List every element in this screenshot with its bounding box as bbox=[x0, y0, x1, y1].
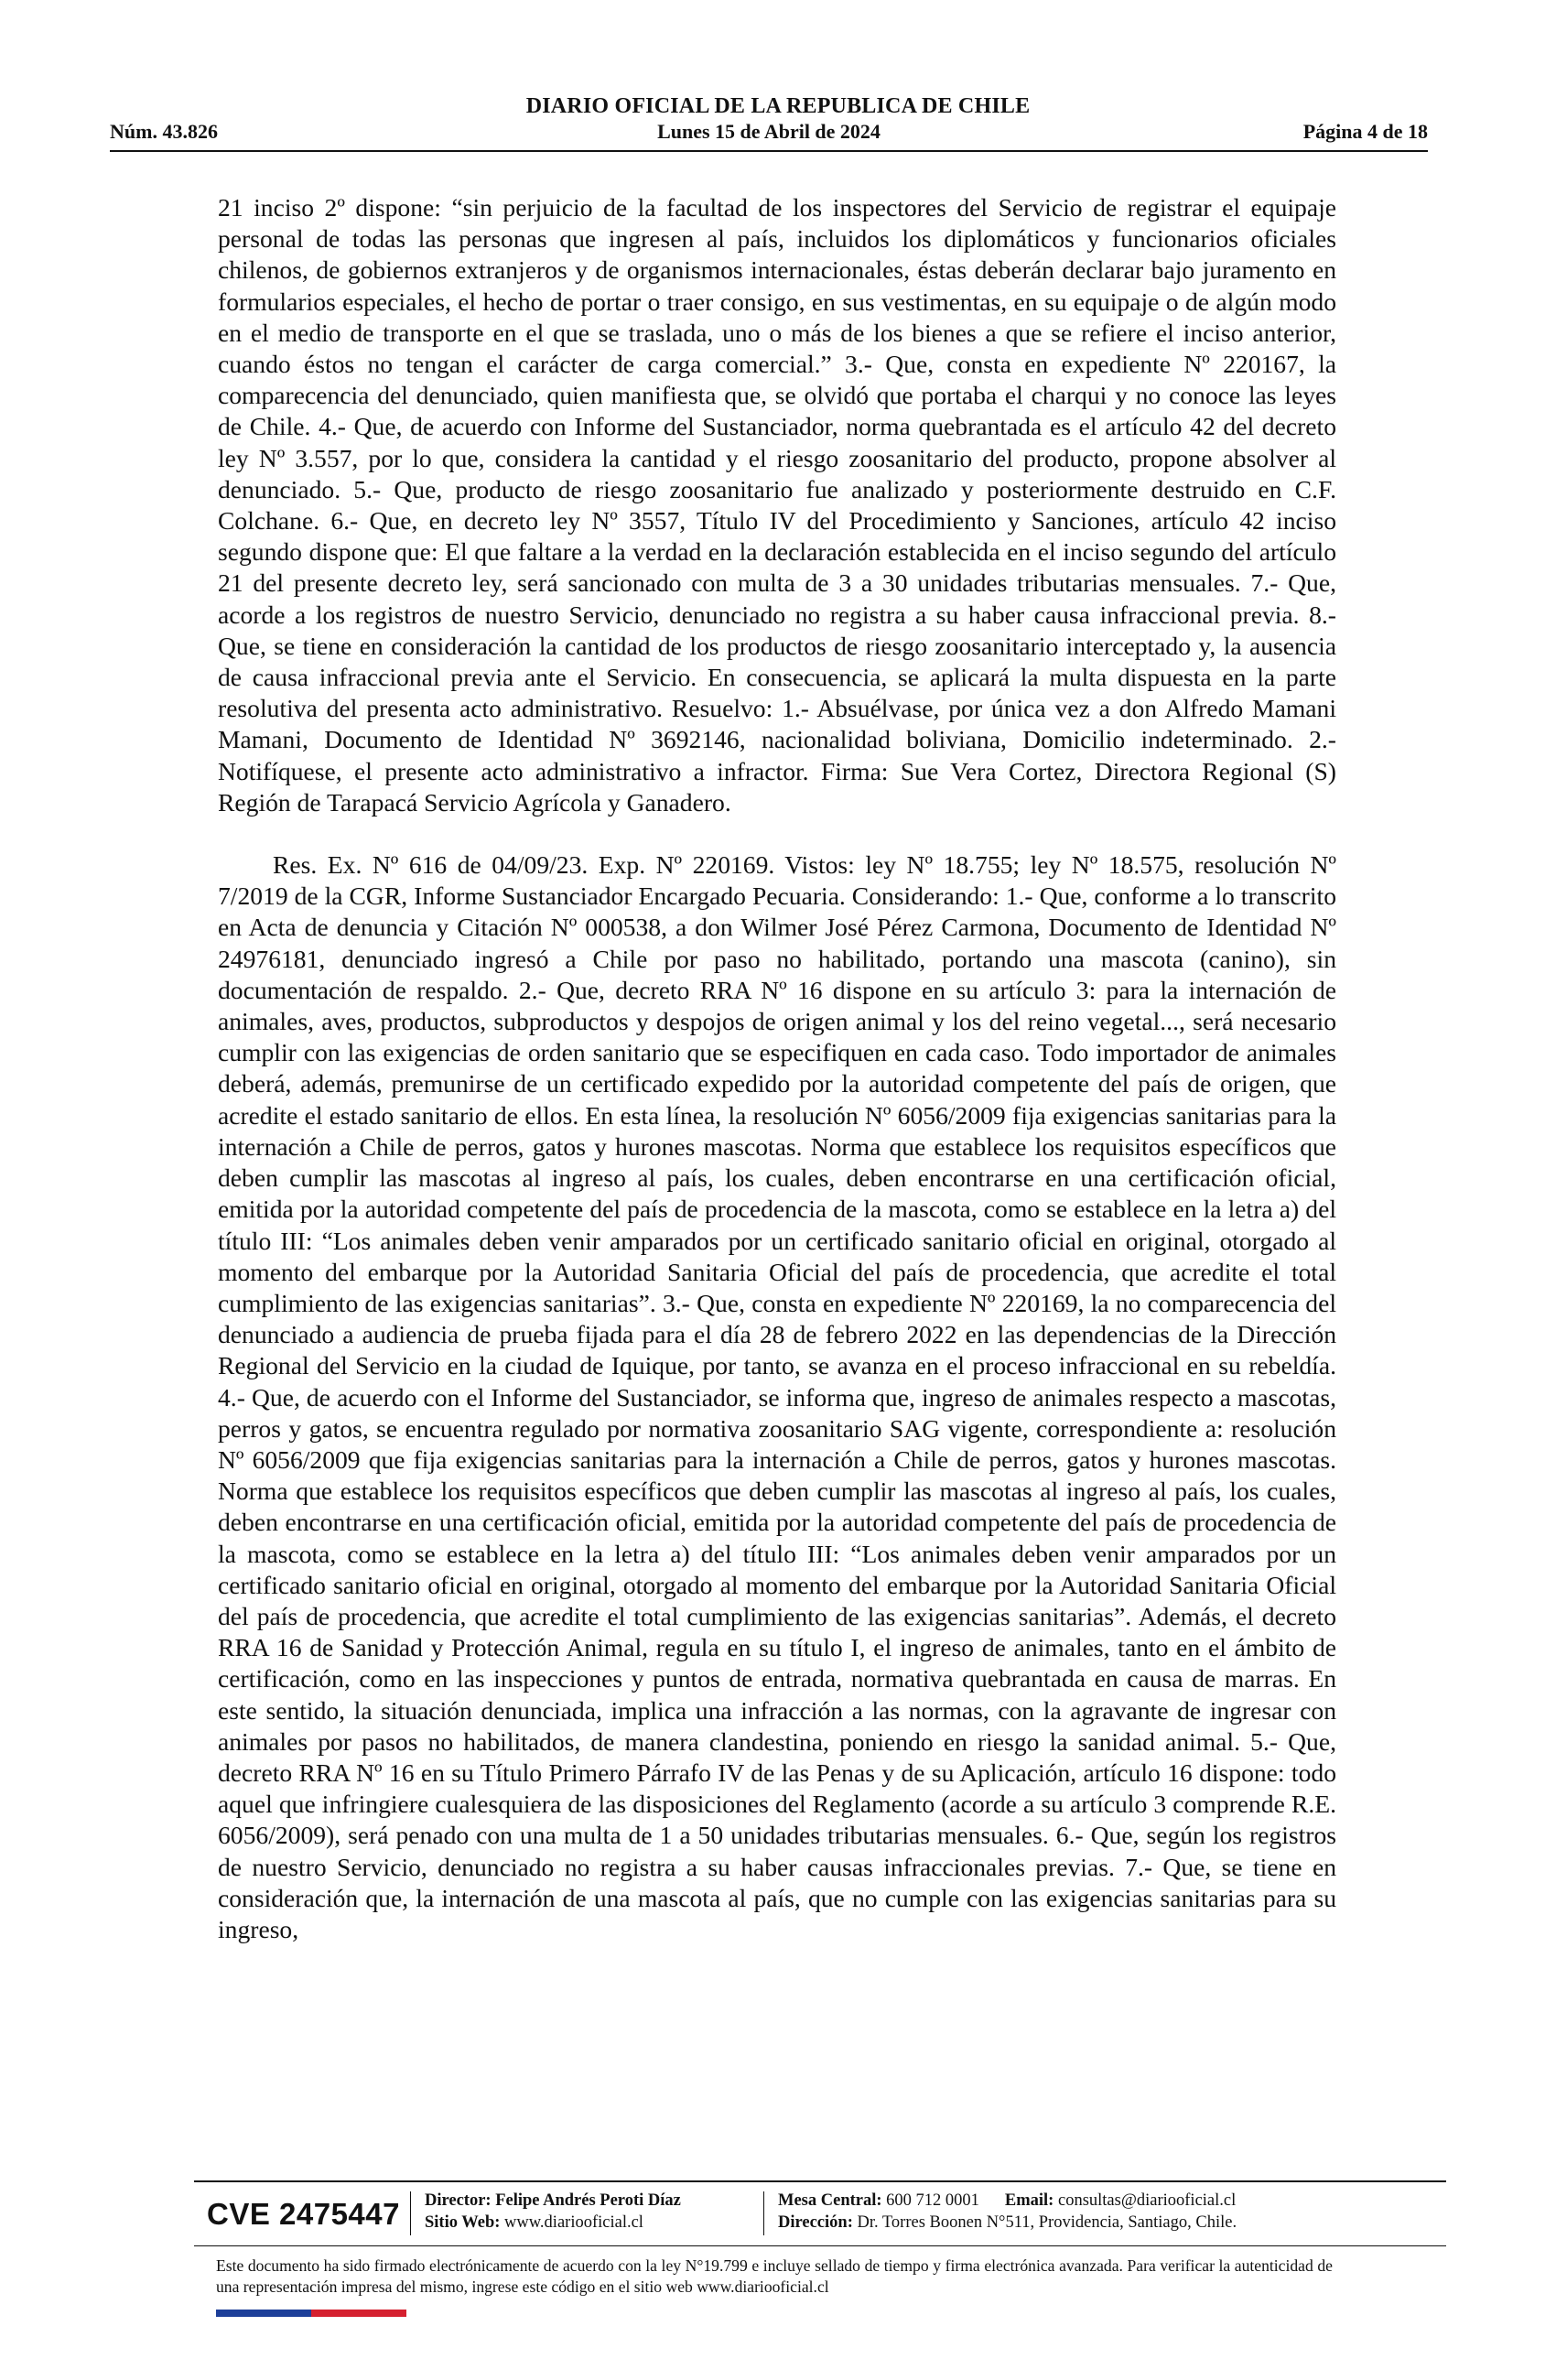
header-info-row bbox=[110, 120, 1428, 147]
footer-divider bbox=[194, 2245, 1446, 2246]
director-name: Felipe Andrés Peroti Díaz bbox=[495, 2191, 681, 2210]
footer-info bbox=[194, 2182, 1446, 2245]
address-label: Dirección: bbox=[778, 2213, 853, 2232]
flag-red-band bbox=[311, 2310, 406, 2317]
cve-code: CVE 2475447 bbox=[207, 2197, 400, 2231]
footer-separator bbox=[763, 2191, 764, 2235]
flag-blue-band bbox=[216, 2310, 311, 2317]
footer-contact-column bbox=[778, 2190, 1237, 2234]
email-link[interactable]: consultas@diariooficial.cl bbox=[1057, 2191, 1237, 2210]
flag-stripe bbox=[216, 2310, 406, 2317]
website-label: Sitio Web: bbox=[425, 2213, 501, 2232]
phone-label: Mesa Central: bbox=[778, 2191, 882, 2210]
footer-director-column bbox=[425, 2190, 681, 2234]
address-value: Dr. Torres Boonen N°511, Providencia, Santiago, Chile. bbox=[857, 2213, 1237, 2232]
issue-number: Núm. 43.826 bbox=[110, 120, 218, 143]
page-number: Página 4 de 18 bbox=[1302, 120, 1428, 143]
issue-date: Lunes 15 de Abril de 2024 bbox=[657, 120, 881, 143]
body-paragraph: Res. Ex. Nº 616 de 04/09/23. Exp. Nº 220169. Vistos: ley Nº 18.755; ley Nº 18.575, resolución Nº 7/2019 de la CGR, Informe Sustanciador Encargado Pecuaria. Considerando: 1.- Que, conforme a lo transcrito en Acta de denuncia y Citación Nº 000538, a don Wilmer José Pérez Carmona, Documento de Identidad Nº 24976181, denunciado ingresó a Chile por paso no habilitado, portando una mascota (canino), sin documentación de respaldo. 2.- Que, decreto RRA Nº 16 dispone en su artículo 3: para la internación de animales, aves, productos, subproductos y despojos de origen animal y los del reino vegetal..., será necesario cumplir con las exigencias de orden sanitario que se especifiquen en cada caso. Todo importador de animales deberá, además, premunirse de un certificado expedido por la autoridad competente del país de origen, que acredite el estado sanitario de ellos. En esta línea, la resolución Nº 6056/2009 fija exigencias sanitarias para la internación a Chile de perros, gatos y hurones mascotas. Norma que establece los requisitos específicos que deben cumplir las mascotas al ingreso al país, los cuales, deben encontrarse en una certificación oficial, emitida por la autoridad competente del país de procedencia de la mascota, como se establece en la letra a) del título III: “Los animales deben venir amparados por un certificado sanitario oficial en original, otorgado al momento del embarque por la Autoridad Sanitaria Oficial del país de procedencia, que acredite el total cumplimiento de las exigencias sanitarias”. 3.- Que, consta en expediente Nº 220169, la no comparecencia del denunciado a audiencia de prueba fijada para el día 28 de febrero 2022 en las dependencias de la Dirección Regional del Servicio en la ciudad de Iquique, por tanto, se avanza en el proceso infraccional en su rebeldía. 4.- Que, de acuerdo con el Informe del Sustanciador, se informa que, ingreso de animales respecto a mascotas, perros y gatos, se encuentra regulado por normativa zoosanitario SAG vigente, correspondiente a: resolución Nº 6056/2009 que fija exigencias sanitarias para la internación a Chile de perros, gatos y hurones mascotas. Norma que establece los requisitos específicos que deben cumplir las mascotas al ingreso al país, los cuales, deben encontrarse en una certificación oficial, emitida por la autoridad competente del país de procedencia de la mascota, como se establece en la letra a) del título III: “Los animales deben venir amparados por un certificado sanitario oficial en original, otorgado al momento del embarque por la Autoridad Sanitaria Oficial del país de procedencia, que acredite el total cumplimiento de las exigencias sanitarias”. Además, el decreto RRA 16 de Sanidad y Protección Animal, regula en su título I, el ingreso de animales, tanto en el ámbito de certificación, como en las inspecciones y puntos de entrada, normativa quebrantada en causa de marras. En este sentido, la situación denunciada, implica una infracción a las normas, con la agravante de ingresar con animales por pasos no habilitados, de manera clandestina, poniendo en riesgo la sanidad animal. 5.- Que, decreto RRA Nº 16 en su Título Primero Párrafo IV de las Penas y de su Aplicación, artículo 16 dispone: todo aquel que infringiere cualesquiera de las disposiciones del Reglamento (acorde a su artículo 3 comprende R.E. 6056/2009), será penado con una multa de 1 a 50 unidades tributarias mensuales. 6.- Que, según los registros de nuestro Servicio, denunciado no registra a su haber causas infraccionales previas. 7.- Que, se tiene en consideración que, la internación de una mascota al país, que no cumple con las exigencias sanitarias para su ingreso, bbox=[218, 850, 1336, 1943]
signature-notice: Este documento ha sido firmado electrónicamente de acuerdo con la ley N°19.799 e incluye sellado de tiempo y firma electrónica avanzada. Para verificar la autenticidad de una representación impresa del mismo, ingrese este código en el sitio web www.diariooficial.cl bbox=[216, 2256, 1333, 2296]
website-link[interactable]: www.diariooficial.cl bbox=[504, 2213, 643, 2232]
publication-title: DIARIO OFICIAL DE LA REPUBLICA DE CHILE bbox=[525, 94, 1031, 118]
footer-separator bbox=[410, 2191, 411, 2235]
director-label: Director: bbox=[425, 2191, 492, 2210]
email-label: Email: bbox=[1004, 2191, 1054, 2210]
header-divider bbox=[110, 150, 1428, 152]
phone-value: 600 712 0001 bbox=[886, 2191, 979, 2210]
document-body bbox=[218, 192, 1336, 1945]
body-paragraph: 21 inciso 2º dispone: “sin perjuicio de la facultad de los inspectores del Servicio de registrar el equipaje personal de todas las personas que ingresen al país, incluidos los diplomáticos y funcionarios oficiales chilenos, de gobiernos extranjeros y de organismos internacionales, éstas deberán declarar bajo juramento en formularios especiales, el hecho de portar o traer consigo, en sus vestimentas, en su equipaje o de algún modo en el medio de transporte en el que se traslada, uno o más de los bienes a que se refiere el inciso anterior, cuando éstos no tengan el carácter de carga comercial.” 3.- Que, consta en expediente Nº 220167, la comparecencia del denunciado, quien manifiesta que, se olvidó que portaba el charqui y no conoce las leyes de Chile. 4.- Que, de acuerdo con Informe del Sustanciador, norma quebrantada es el artículo 42 del decreto ley Nº 3.557, por lo que, considera la cantidad y el riesgo zoosanitario del producto, propone absolver al denunciado. 5.- Que, producto de riesgo zoosanitario fue analizado y posteriormente destruido en C.F. Colchane. 6.- Que, en decreto ley Nº 3557, Título IV del Procedimiento y Sanciones, artículo 42 inciso segundo dispone que: El que faltare a la verdad en la declaración establecida en el inciso segundo del artículo 21 del presente decreto ley, será sancionado con multa de 3 a 30 unidades tributarias mensuales. 7.- Que, acorde a los registros de nuestro Servicio, denunciado no registra a su haber causa infraccional previa. 8.- Que, se tiene en consideración la cantidad de los productos de riesgo zoosanitario interceptado y, la ausencia de causa infraccional previa ante el Servicio. En consecuencia, se aplicará la multa dispuesta en la parte resolutiva del presenta acto administrativo. Resuelvo: 1.- Absuélvase, por única vez a don Alfredo Mamani Mamani, Documento de Identidad Nº 3692146, nacionalidad boliviana, Domicilio indeterminado. 2.- Notifíquese, el presente acto administrativo a infractor. Firma: Sue Vera Cortez, Directora Regional (S) Región de Tarapacá Servicio Agrícola y Ganadero. bbox=[218, 193, 1336, 817]
